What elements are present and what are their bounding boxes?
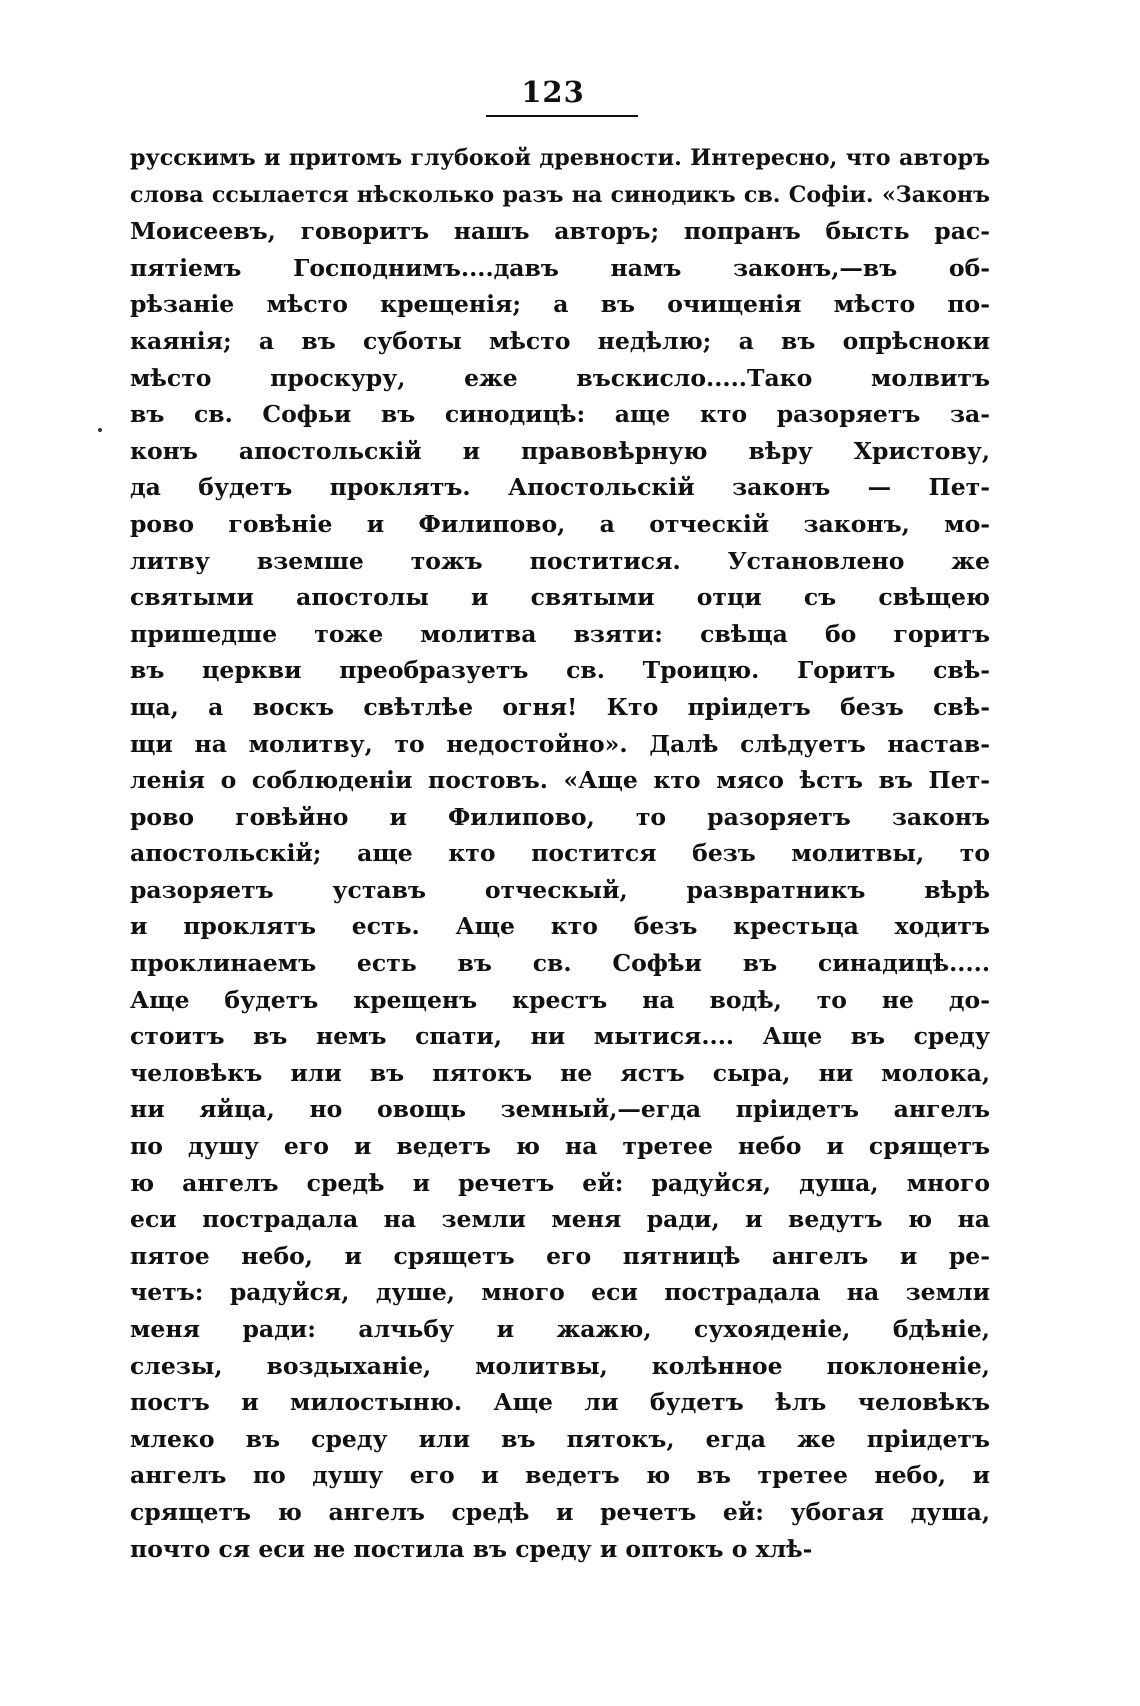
text-line: стоитъ въ немъ спати, ни мытися.... Аще въ среду: [130, 1022, 990, 1051]
body-text: [130, 140, 990, 1567]
text-line: и проклятъ есть. Аще кто безъ крестьца ходитъ: [130, 912, 990, 941]
text-line: пятое небо, и срящетъ его пятницѣ ангелъ и ре-: [130, 1241, 990, 1270]
text-line: слова ссылается нѣсколько разъ на синодикъ св. Софіи. «Законъ: [130, 181, 990, 208]
text-line: человѣкъ или въ пятокъ не ястъ сыра, ни молока,: [130, 1058, 990, 1087]
text-line: рѣзаніе мѣсто крещенія; а въ очищенія мѣсто по-: [130, 290, 990, 319]
text-line: постъ и милостыню. Аще ли будетъ ѣлъ человѣкъ: [130, 1388, 990, 1417]
text-line: рово говѣйно и Филипово, то разоряетъ законъ: [130, 802, 990, 831]
text-line: четъ: радуйся, душе, много еси пострадала на земли: [130, 1278, 990, 1307]
margin-speck: [98, 428, 102, 432]
text-line: еси пострадала на земли меня ради, и ведутъ ю на: [130, 1205, 990, 1234]
text-line: литву вземше тожъ поститися. Установлено же: [130, 546, 990, 575]
text-line: въ церкви преобразуетъ св. Троицю. Горитъ свѣ-: [130, 656, 990, 685]
text-line: апостольскій; аще кто постится безъ молитвы, то: [130, 839, 990, 868]
text-line: слезы, воздыханіе, молитвы, колѣнное поклоненіе,: [130, 1351, 990, 1380]
text-line: пришедше тоже молитва взяти: свѣща бо горитъ: [130, 619, 990, 648]
text-line: разоряетъ уставъ отческый, развратникъ вѣрѣ: [130, 875, 990, 904]
text-line: да будетъ проклятъ. Апостольскій законъ — Пет-: [130, 473, 990, 502]
text-line: почто ся еси не постила въ среду и оптокъ о хлѣ-: [130, 1534, 813, 1563]
text-line: ангелъ по душу его и ведетъ ю въ третее небо, и: [130, 1461, 990, 1490]
text-line: Моисеевъ, говоритъ нашъ авторъ; попранъ бысть рас-: [130, 217, 990, 246]
text-line: мѣсто проскуру, еже въскисло.....Тако молвитъ: [130, 363, 990, 392]
text-line: срящетъ ю ангелъ средѣ и речетъ ей: убогая душа,: [130, 1497, 990, 1526]
text-line: ща, а воскъ свѣтлѣе огня! Кто пріидетъ безъ свѣ-: [130, 692, 990, 721]
text-line: каянія; а въ суботы мѣсто недѣлю; а въ опрѣсноки: [130, 326, 990, 355]
text-line: щи на молитву, то недостойно». Далѣ слѣдуетъ настав-: [130, 729, 990, 758]
text-line: по душу его и ведетъ ю на третее небо и срящетъ: [130, 1132, 990, 1161]
text-line: млеко въ среду или въ пятокъ, егда же пріидетъ: [130, 1424, 990, 1453]
text-line: русскимъ и притомъ глубокой древности. Интересно, что авторъ: [130, 145, 990, 171]
text-line: въ св. Софьи въ синодицѣ: аще кто разоряетъ за-: [130, 400, 990, 429]
header-rule: [486, 115, 638, 117]
text-line: проклинаемъ есть въ св. Софѣи въ синадицѣ.....: [130, 949, 990, 978]
text-line: конъ апостольскій и правовѣрную вѣру Христову,: [130, 436, 990, 465]
text-line: пятіемъ Господнимъ....давъ намъ законъ,—въ об-: [130, 253, 990, 282]
text-line: ю ангелъ средѣ и речетъ ей: радуйся, душа, много: [130, 1168, 990, 1197]
text-line: ни яйца, но овощь земный,—егда пріидетъ ангелъ: [130, 1095, 990, 1124]
text-line: ленія о соблюденіи постовъ. «Аще кто мясо ѣстъ въ Пет-: [130, 766, 990, 795]
text-line: меня ради: алчьбу и жажю, сухояденіе, бдѣніе,: [130, 1315, 990, 1343]
text-line: рово говѣніе и Филипово, а отческій законъ, мо-: [130, 509, 990, 538]
page-number: 123: [521, 75, 585, 109]
text-line: Аще будетъ крещенъ крестъ на водѣ, то не до-: [130, 985, 990, 1014]
text-line: святыми апостолы и святыми отци съ свѣщею: [130, 583, 990, 612]
